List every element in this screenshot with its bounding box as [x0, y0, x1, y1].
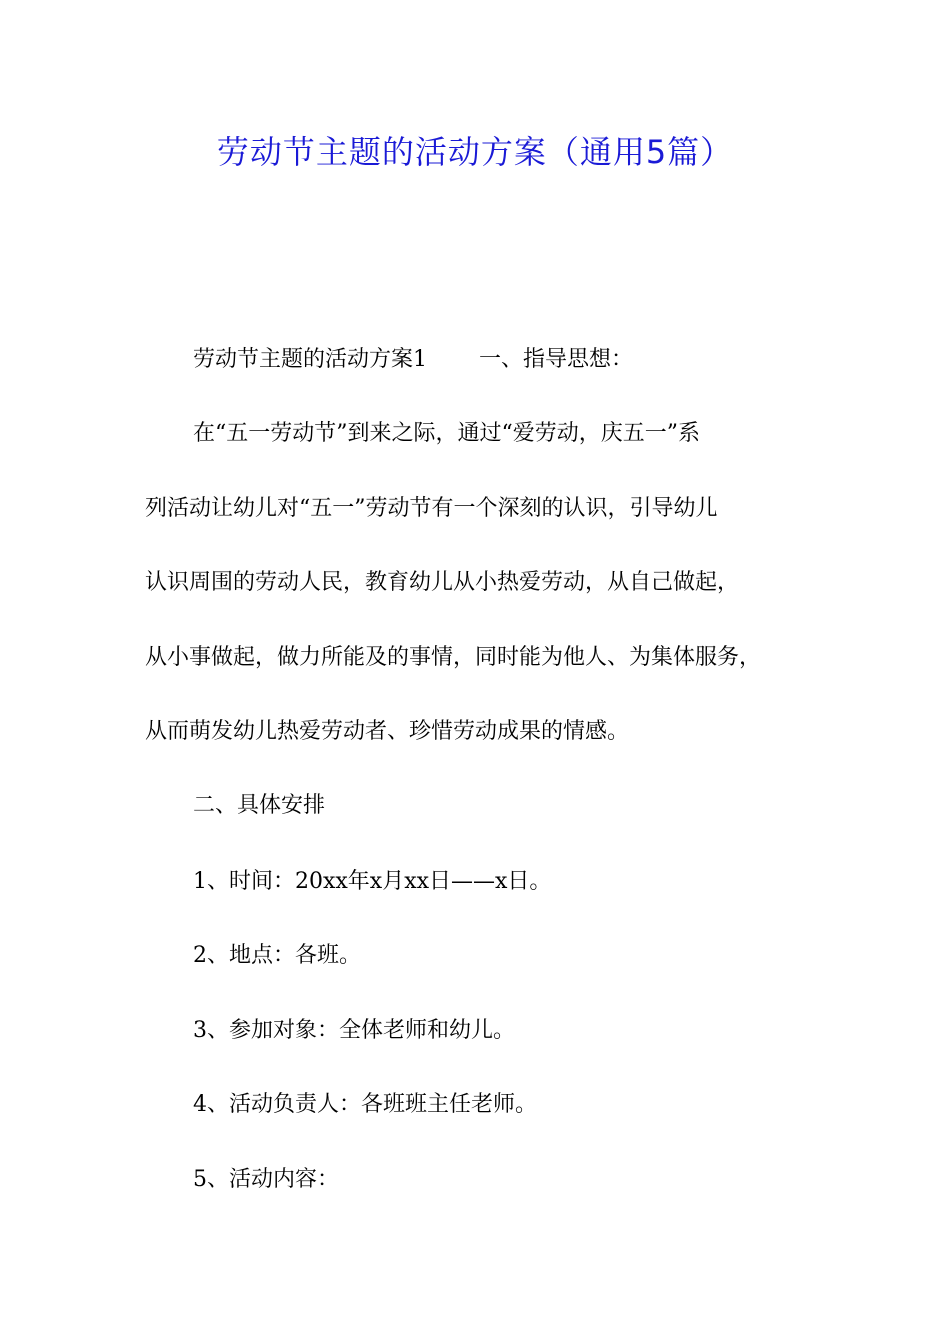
paragraph-line: 认识周围的劳动人民，教育幼儿从小热爱劳动，从自己做起， — [145, 570, 740, 595]
scheme-heading: 劳动节主题的活动方案1 — [193, 347, 427, 372]
list-item: 1、时间：20xx年x月xx日——x日。 — [193, 869, 552, 894]
list-item: 2、地点：各班。 — [193, 943, 361, 968]
list-item: 3、参加对象：全体老师和幼儿。 — [193, 1018, 515, 1043]
document-title: 劳动节主题的活动方案（通用5篇） — [216, 133, 734, 171]
section-heading: 二、具体安排 — [193, 793, 326, 818]
heading-line — [193, 344, 633, 376]
paragraph-line: 列活动让幼儿对“五一”劳动节有一个深刻的认识，引导幼儿 — [145, 496, 718, 521]
paragraph-line: 从而萌发幼儿热爱劳动者、珍惜劳动成果的情感。 — [145, 719, 630, 744]
list-item: 5、活动内容： — [193, 1167, 339, 1192]
paragraph-line: 从小事做起，做力所能及的事情，同时能为他人、为集体服务， — [145, 645, 762, 670]
paragraph-line: 在“五一劳动节”到来之际，通过“爱劳动，庆五一”系 — [193, 421, 700, 446]
list-item: 4、活动负责人：各班班主任老师。 — [193, 1092, 537, 1117]
guiding-thought-heading: 一、指导思想： — [479, 347, 634, 372]
